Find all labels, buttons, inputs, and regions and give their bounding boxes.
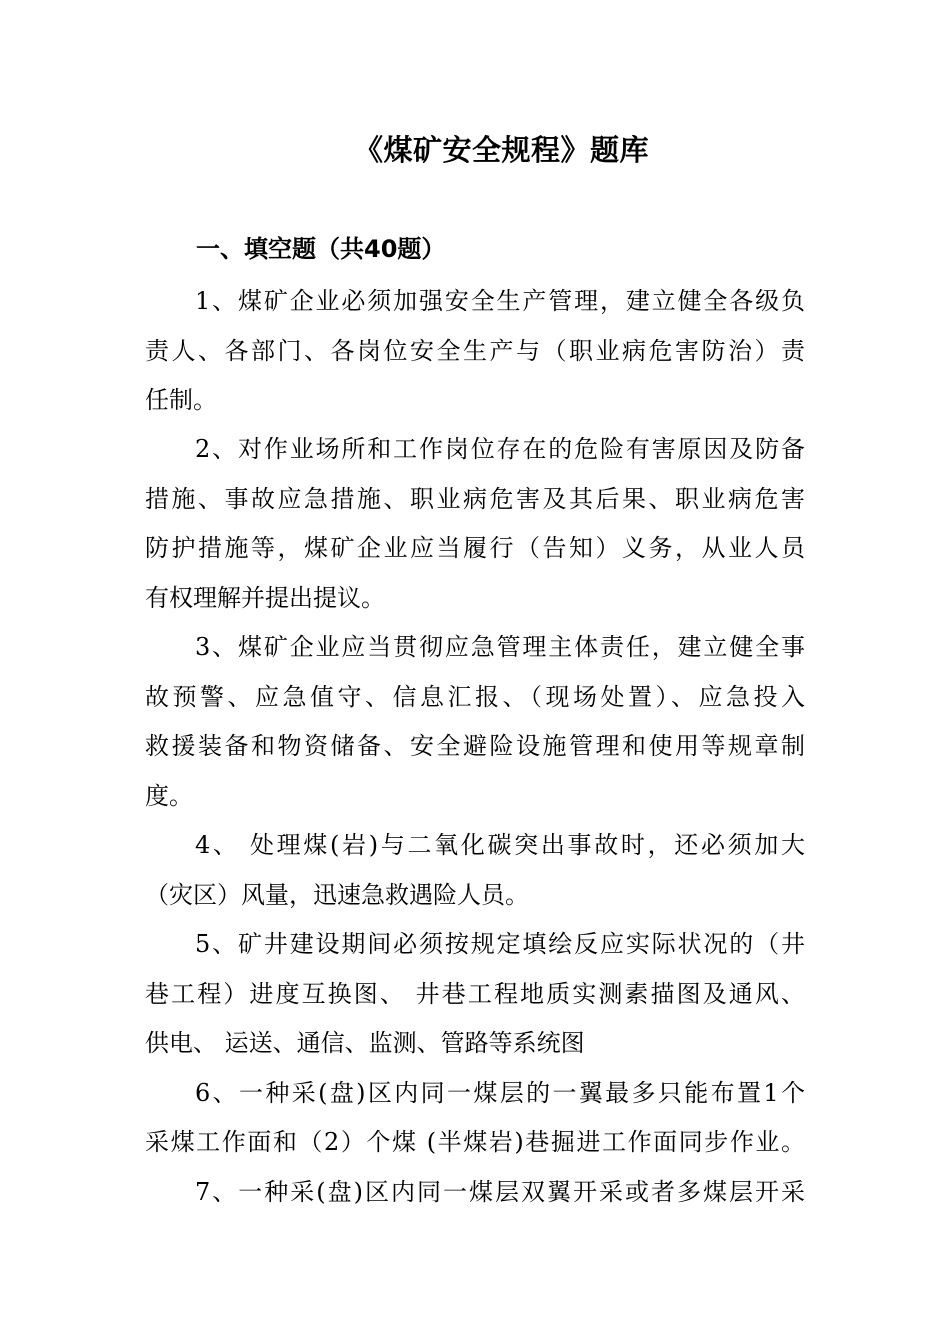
text-line: 5、矿井建设期间必须按规定填绘反应实际状况的（井 — [195, 930, 805, 958]
text-line: 2、对作业场所和工作岗位存在的危险有害原因及防备 — [195, 435, 805, 463]
text-line: 巷工程）进度互换图、 井巷工程地质实测素描图及通风、 — [145, 980, 805, 1008]
section-heading: 一、填空题（共40题） — [196, 235, 446, 263]
text-line: 防护措施等，煤矿企业应当履行（告知）义务，从业人员 — [145, 534, 805, 562]
text-line: 4、 处理煤(岩)与二氧化碳突出事故时，还必须加大 — [195, 831, 805, 859]
text-line: 救援装备和物资储备、安全避险设施管理和使用等规章制 — [145, 732, 805, 760]
text-line: 供电、 运送、通信、监测、管路等系统图 — [145, 1029, 585, 1057]
text-line: 6、一种采(盘)区内同一煤层的一翼最多只能布置1个 — [195, 1079, 805, 1107]
text-line: 7、一种采(盘)区内同一煤层双翼开采或者多煤层开采 — [195, 1178, 805, 1206]
text-line: 1、煤矿企业必须加强安全生产管理，建立健全各级负 — [195, 287, 805, 315]
text-line: 有权理解并提出提议。 — [145, 584, 385, 612]
text-line: 故预警、应急值守、信息汇报、（现场处置）、应急投入 — [145, 683, 805, 711]
text-line: 责人、各部门、各岗位安全生产与（职业病危害防治）责 — [145, 337, 805, 365]
text-line: 措施、事故应急措施、职业病危害及其后果、职业病危害 — [145, 485, 805, 513]
text-line: 采煤工作面和（2）个煤 (半煤岩)巷掘进工作面同步作业。 — [145, 1128, 805, 1156]
document-title: 《煤矿安全规程》题库 — [353, 133, 649, 167]
text-line: 度。 — [145, 782, 193, 810]
text-line: 任制。 — [145, 386, 217, 414]
text-line: （灾区）风量，迅速急救遇险人员。 — [145, 881, 529, 909]
text-line: 3、煤矿企业应当贯彻应急管理主体责任，建立健全事 — [195, 633, 805, 661]
